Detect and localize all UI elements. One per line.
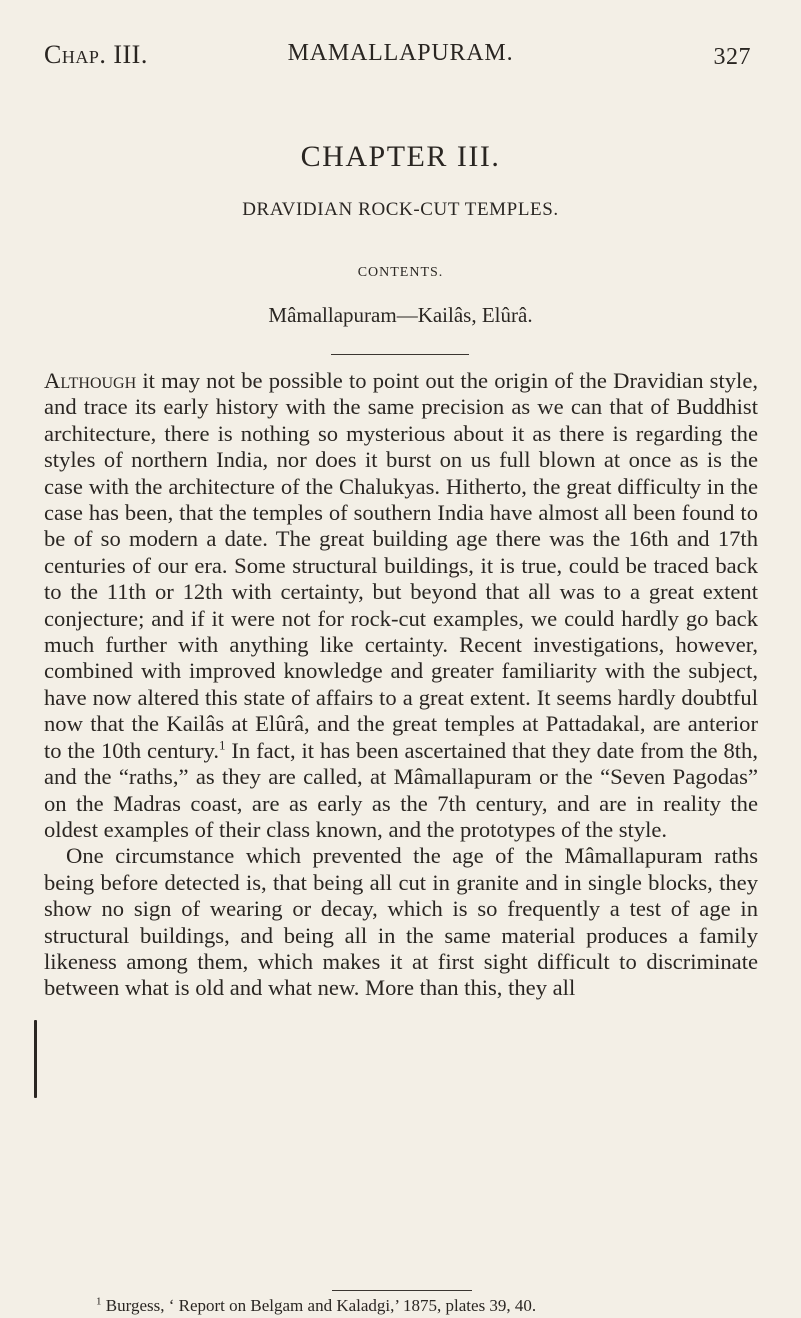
- running-head: [44, 38, 757, 78]
- chapter-subtitle: DRAVIDIAN ROCK-CUT TEMPLES.: [242, 199, 559, 220]
- paragraph-1-part-a: it may not be possible to point out the origin of the Dravidian style, and trace its early history with the same precision as we can that of Buddhist architecture, there is nothing so mysterious about it as there is regarding the styles of northern India, nor does it burst on us full blown at once as is the case with the architecture of the Chalukyas. Hitherto, the great difficulty in the case has been, that the temples of southern India have almost all been found to be of so modern a date. The great building age there was the 16th and 17th centuries of our era. Some structural buildings, it is true, could be traced back to the 11th or 12th with certainty, but beyond that all was to a great extent conjecture; and if it were not for rock-cut examples, we could hardly go back much further with anything like certainty. Recent investigations, however, combined with improved knowledge and greater familiarity with the subject, have now altered this state of affairs to a great extent. It seems hardly doubtful now that the Kailâs at Elûrâ, and the great temples at Pattadakal, are anterior to the 10th century.: [44, 368, 758, 763]
- chapter-title: CHAPTER III.: [300, 140, 501, 173]
- body-text: [44, 368, 758, 1002]
- paragraph-2: One circumstance which prevented the age of the Mâmallapuram raths being before detected is, that being all cut in granite and in single blocks, they show no sign of wearing or decay, which is so frequently a test of age in structural buildings, and being all in the same material produces a family likeness among them, which makes it at first sight difficult to discriminate between what is old and what new. More than this, they all: [44, 843, 758, 1001]
- contents-label: CONTENTS.: [357, 265, 444, 280]
- footnote-text: Burgess, ‘ Report on Belgam and Kaladgi,’ 1875, plates 39, 40.: [101, 1296, 537, 1315]
- paragraph-1: [44, 368, 758, 843]
- chapter-label: Chap. III.: [44, 40, 148, 69]
- footnote-marker: 1: [96, 1295, 102, 1308]
- margin-mark: [34, 1020, 37, 1098]
- paragraph-1-part-b: In fact, it has been ascertained that they date from the 8th, and the “raths,” as they are called, at Mâmallapuram or the “Seven Pagodas” on the Madras coast, are as early as the 7th century, and are in reality the oldest examples of their class known, and the prototypes of the style.: [44, 737, 758, 842]
- lead-word: Although: [44, 368, 137, 393]
- running-title: MAMALLAPURAM.: [287, 40, 514, 66]
- section-divider: [331, 354, 469, 355]
- page-number: 327: [713, 44, 751, 70]
- footnote-divider: [332, 1290, 472, 1291]
- contents-line: Mâmallapuram—Kailâs, Elûrâ.: [268, 303, 533, 327]
- footnote: [96, 1296, 536, 1316]
- footnote-reference[interactable]: 1: [218, 737, 226, 753]
